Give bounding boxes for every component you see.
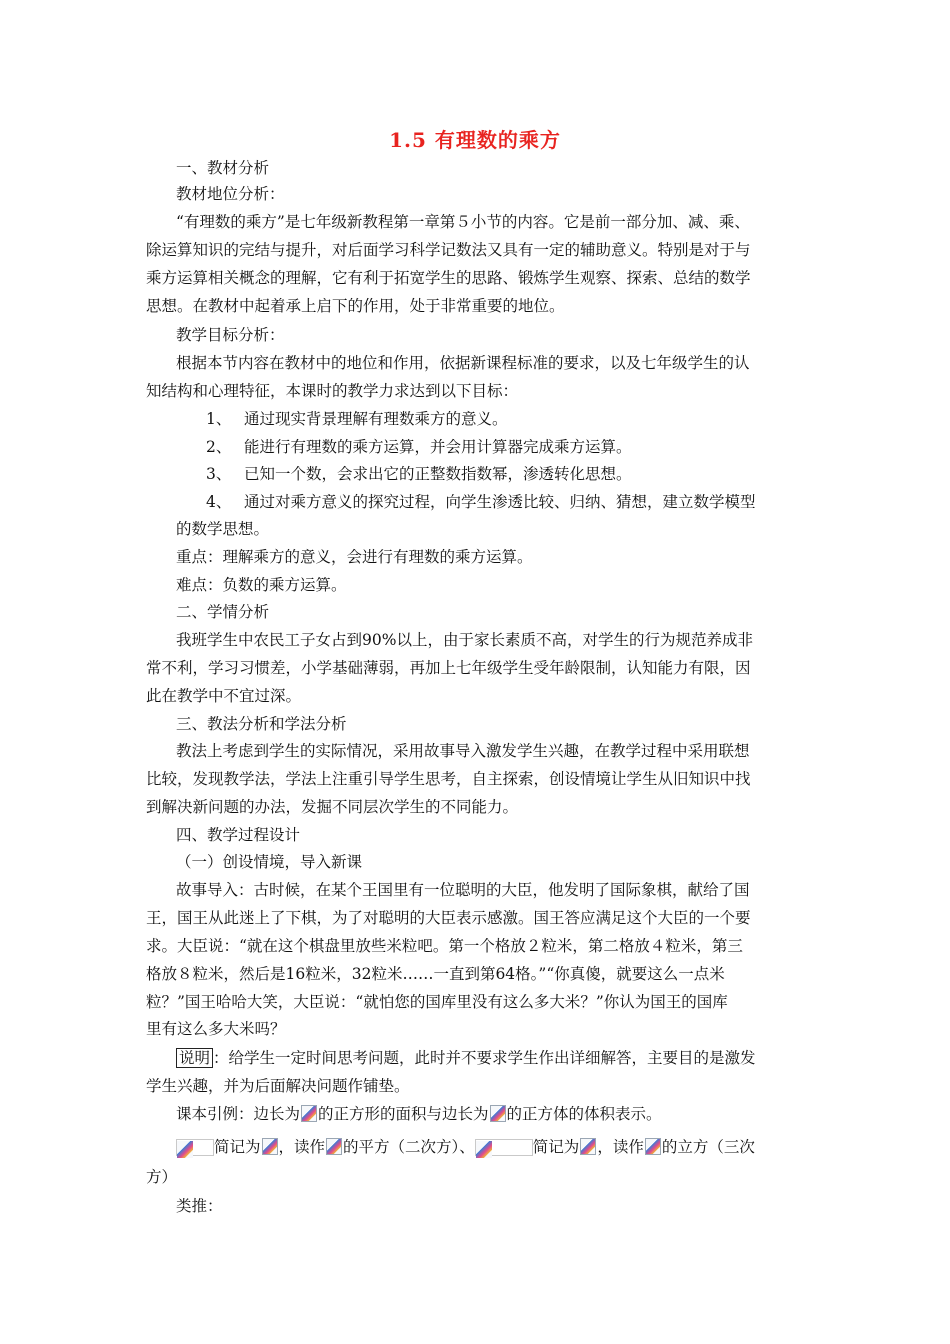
subheading: （一）创设情境，导入新课	[176, 853, 363, 871]
paragraph-line: 根据本节内容在教材中的地位和作用，依据新课程标准的要求，以及七年级学生的认	[176, 354, 750, 372]
goal-text: 通过现实背景理解有理数乘方的意义。	[244, 410, 508, 428]
key-point: 重点：理解乘方的意义，会进行有理数的乘方运算。	[176, 548, 533, 566]
example-text: 的正方形的面积与边长为	[318, 1105, 489, 1123]
notation-text: 简记为	[532, 1138, 580, 1156]
paragraph-line: 故事导入：古时候，在某个王国里有一位聪明的大臣，他发明了国际象棋，献给了国	[176, 881, 750, 899]
difficulty: 难点：负数的乘方运算。	[176, 576, 347, 594]
subheading: 教材地位分析：	[176, 185, 285, 203]
goal-text: 能进行有理数的乘方运算，并会用计算器完成乘方运算。	[244, 438, 632, 456]
paragraph-line: “有理数的乘方”是七年级新教程第一章第５小节的内容。它是前一部分加、减、乘、	[176, 213, 750, 231]
subheading: 教学目标分析：	[176, 326, 285, 344]
paragraph-line: 到解决新问题的办法，发掘不同层次学生的不同能力。	[146, 798, 519, 816]
notation-text-continued: 方）	[146, 1168, 178, 1186]
formula-image-icon	[326, 1138, 342, 1155]
paragraph-line: 比较，发现教学法，学法上注重引导学生思考，自主探索，创设情境让学生从旧知识中找	[146, 770, 751, 788]
formula-image-icon	[580, 1138, 596, 1155]
paragraph-line: 里有这么多大米吗？	[146, 1020, 286, 1038]
paragraph-line: 除运算知识的完结与提升，对后面学习科学记数法又具有一定的辅助意义。特别是对于与	[146, 241, 751, 259]
notation-text: ，读作	[278, 1138, 326, 1156]
section-heading: 四、教学过程设计	[176, 826, 301, 844]
notation-line	[176, 1137, 755, 1157]
goal-number: 2、	[206, 438, 232, 456]
note-label: 说明	[176, 1048, 213, 1068]
section-heading: 二、学情分析	[176, 603, 270, 621]
formula-image-icon	[475, 1139, 533, 1156]
note-line	[176, 1048, 756, 1068]
paragraph-line: 乘方运算相关概念的理解，它有利于拓宽学生的思路、锻炼学生观察、探索、总结的数学	[146, 269, 751, 287]
formula-image-icon	[645, 1138, 661, 1155]
notation-text: 的平方（二次方）、	[343, 1138, 475, 1156]
notation-text: 的立方（三次	[661, 1138, 755, 1156]
paragraph-line: 教法上考虑到学生的实际情况，采用故事导入激发学生兴趣，在教学过程中采用联想	[176, 742, 750, 760]
goal-text-continued: 的数学思想。	[176, 520, 270, 538]
goal-number: 3、	[206, 465, 232, 483]
paragraph-line: 知结构和心理特征，本课时的教学力求达到以下目标：	[146, 382, 519, 400]
example-text: 课本引例：边长为	[176, 1105, 301, 1123]
formula-image-icon	[176, 1139, 214, 1156]
goal-number: 1、	[206, 410, 232, 428]
formula-image-icon	[490, 1105, 506, 1122]
page-title: 1.5 有理数的乘方	[389, 128, 561, 152]
goal-number: 4、	[206, 493, 232, 511]
formula-image-icon	[301, 1105, 317, 1122]
notation-text: 简记为	[214, 1138, 261, 1156]
goal-text: 已知一个数，会求出它的正整数指数幂，渗透转化思想。	[244, 465, 632, 483]
note-text: ：给学生一定时间思考问题，此时并不要求学生作出详细解答，主要目的是激发	[213, 1049, 756, 1067]
paragraph-line: 求。大臣说：“就在这个棋盘里放些米粒吧。第一个格放２粒米，第二格放４粒米，第三	[146, 937, 743, 955]
paragraph-line: 我班学生中农民工子女占到90%以上，由于家长素质不高，对学生的行为规范养成非	[176, 631, 753, 649]
paragraph-line: 此在教学中不宜过深。	[146, 687, 302, 705]
note-text-continued: 学生兴趣，并为后面解决问题作铺垫。	[146, 1077, 410, 1095]
section-heading: 一、教材分析	[176, 159, 270, 177]
paragraph-line: 思想。在教材中起着承上启下的作用，处于非常重要的地位。	[146, 297, 565, 315]
paragraph-line: 常不利，学习习惯差，小学基础薄弱，再加上七年级学生受年龄限制，认知能力有限，因	[146, 659, 751, 677]
example-text: 的正方体的体积表示。	[506, 1105, 662, 1123]
example-line	[176, 1104, 662, 1124]
goal-text: 通过对乘方意义的探究过程，向学生渗透比较、归纳、猜想，建立数学模型	[244, 493, 756, 511]
analogy-label: 类推：	[176, 1197, 223, 1215]
section-heading: 三、教法分析和学法分析	[176, 715, 347, 733]
paragraph-line: 王，国王从此迷上了下棋，为了对聪明的大臣表示感激。国王答应满足这个大臣的一个要	[146, 909, 751, 927]
formula-image-icon	[262, 1138, 278, 1155]
notation-text: ，读作	[597, 1138, 644, 1156]
paragraph-line: 粒？”国王哈哈大笑，大臣说：“就怕您的国库里没有这么多大米？”你认为国王的国库	[146, 993, 728, 1011]
paragraph-line: 格放８粒米，然后是16粒米，32粒米……一直到第64格。”“你真傻，就要这么一点米	[146, 965, 725, 983]
